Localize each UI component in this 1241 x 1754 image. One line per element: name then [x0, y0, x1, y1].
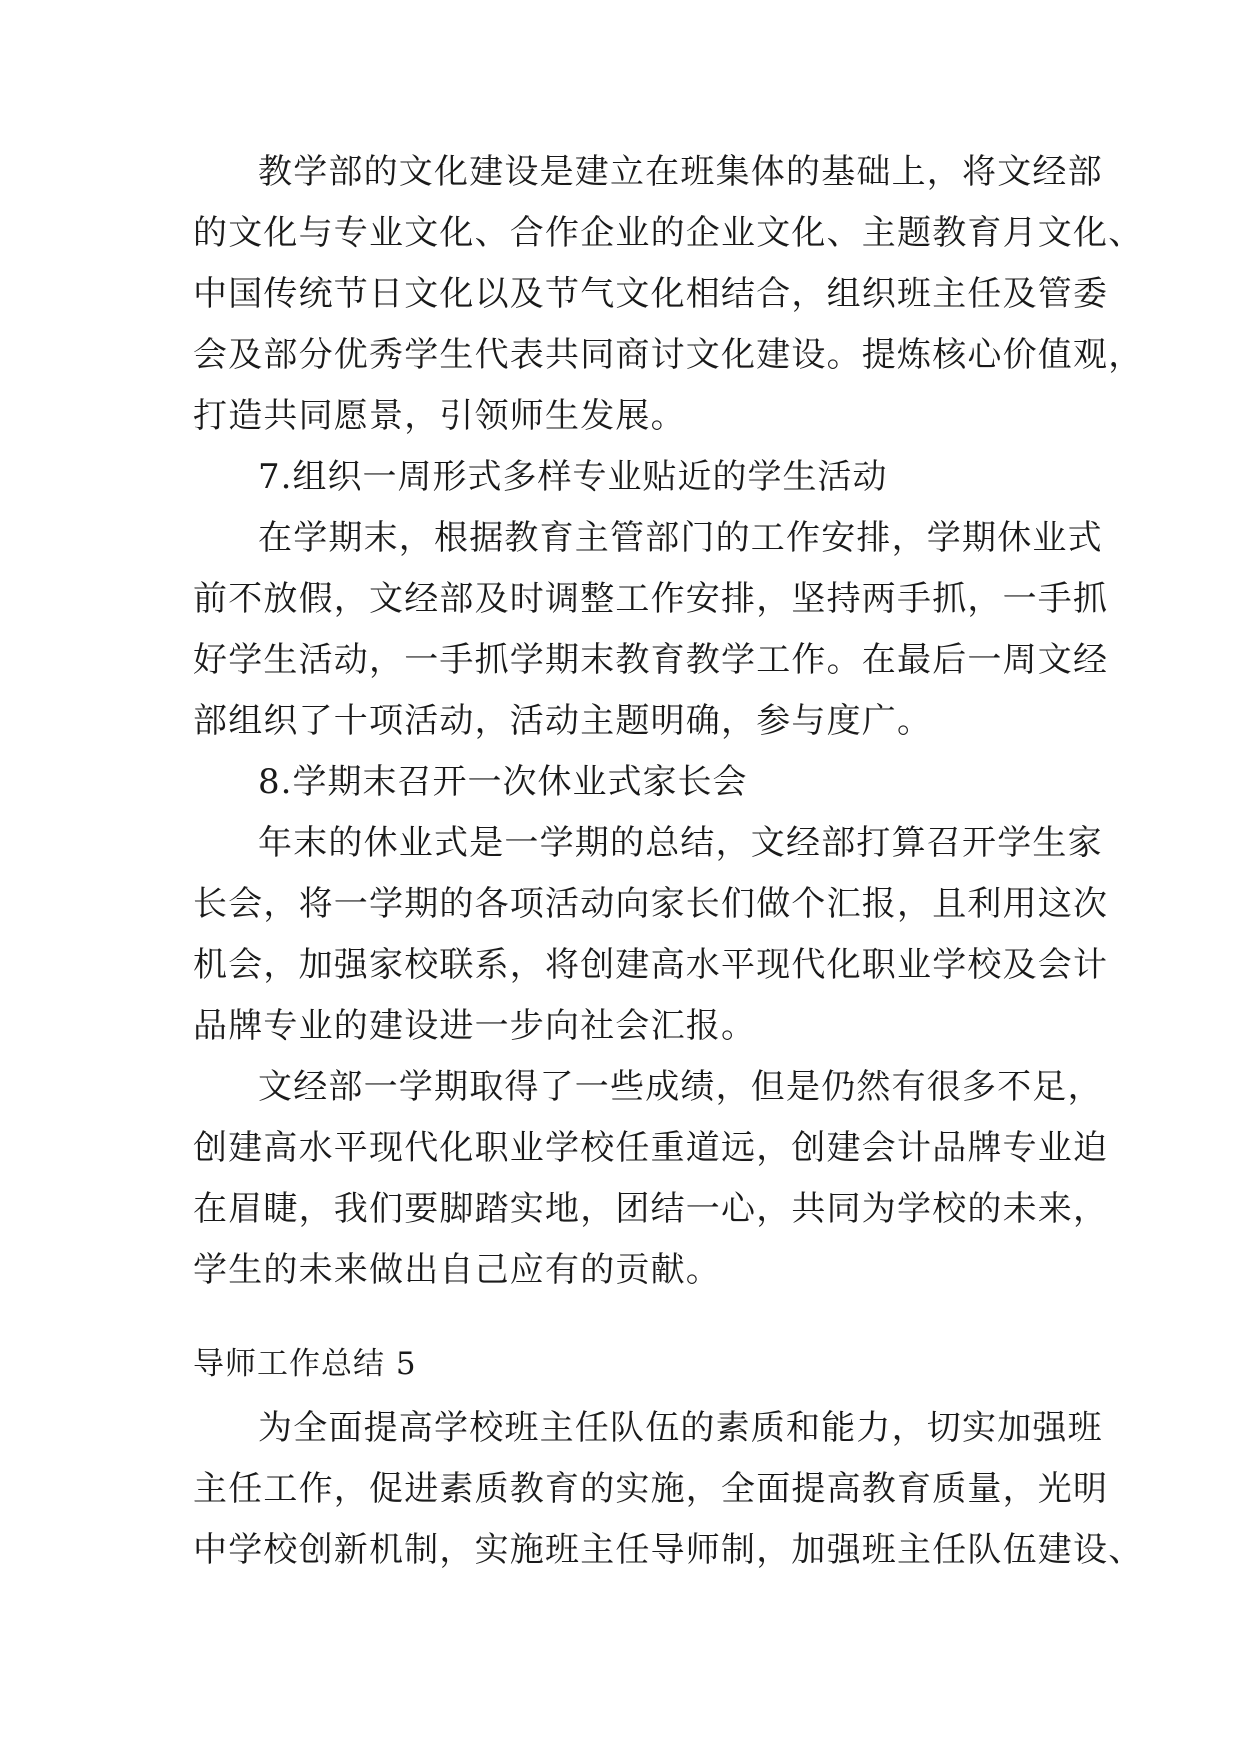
paragraph-line: 机会，加强家校联系，将创建高水平现代化职业学校及会计 [193, 945, 1109, 985]
paragraph-line: 在眉睫，我们要脚踏实地，团结一心，共同为学校的未来， [193, 1189, 1109, 1229]
paragraph-line: 会及部分优秀学生代表共同商讨文化建设。提炼核心价值观， [193, 335, 1144, 375]
paragraph-line: 前不放假，文经部及时调整工作安排，坚持两手抓，一手抓 [193, 579, 1109, 619]
paragraph-line: 学生的未来做出自己应有的贡献。 [193, 1250, 721, 1290]
document-title: 导师工作总结 5 [193, 1346, 417, 1382]
paragraph-line: 创建高水平现代化职业学校任重道远，创建会计品牌专业迫 [193, 1128, 1109, 1168]
paragraph-line: 中国传统节日文化以及节气文化相结合，组织班主任及管委 [193, 274, 1109, 314]
paragraph-line: 主任工作，促进素质教育的实施，全面提高教育质量，光明 [193, 1469, 1109, 1509]
paragraph-line: 教学部的文化建设是建立在班集体的基础上，将文经部 [258, 152, 1103, 192]
paragraph-line: 中学校创新机制，实施班主任导师制，加强班主任队伍建设、 [193, 1530, 1144, 1570]
section-heading: 7.组织一周形式多样专业贴近的学生活动 [258, 457, 888, 497]
section-heading: 8.学期末召开一次休业式家长会 [258, 762, 748, 802]
paragraph-line: 品牌专业的建设进一步向社会汇报。 [193, 1006, 757, 1046]
paragraph-line: 打造共同愿景，引领师生发展。 [193, 396, 686, 436]
paragraph-line: 好学生活动，一手抓学期末教育教学工作。在最后一周文经 [193, 640, 1109, 680]
paragraph-line: 在学期末，根据教育主管部门的工作安排，学期休业式 [258, 518, 1103, 558]
paragraph-line: 的文化与专业文化、合作企业的企业文化、主题教育月文化、 [193, 213, 1144, 253]
paragraph-line: 为全面提高学校班主任队伍的素质和能力，切实加强班 [258, 1408, 1103, 1448]
paragraph-line: 年末的休业式是一学期的总结，文经部打算召开学生家 [258, 823, 1103, 863]
paragraph-line: 部组织了十项活动，活动主题明确，参与度广。 [193, 701, 933, 741]
paragraph-line: 长会，将一学期的各项活动向家长们做个汇报，且利用这次 [193, 884, 1109, 924]
paragraph-line: 文经部一学期取得了一些成绩，但是仍然有很多不足， [258, 1067, 1103, 1107]
